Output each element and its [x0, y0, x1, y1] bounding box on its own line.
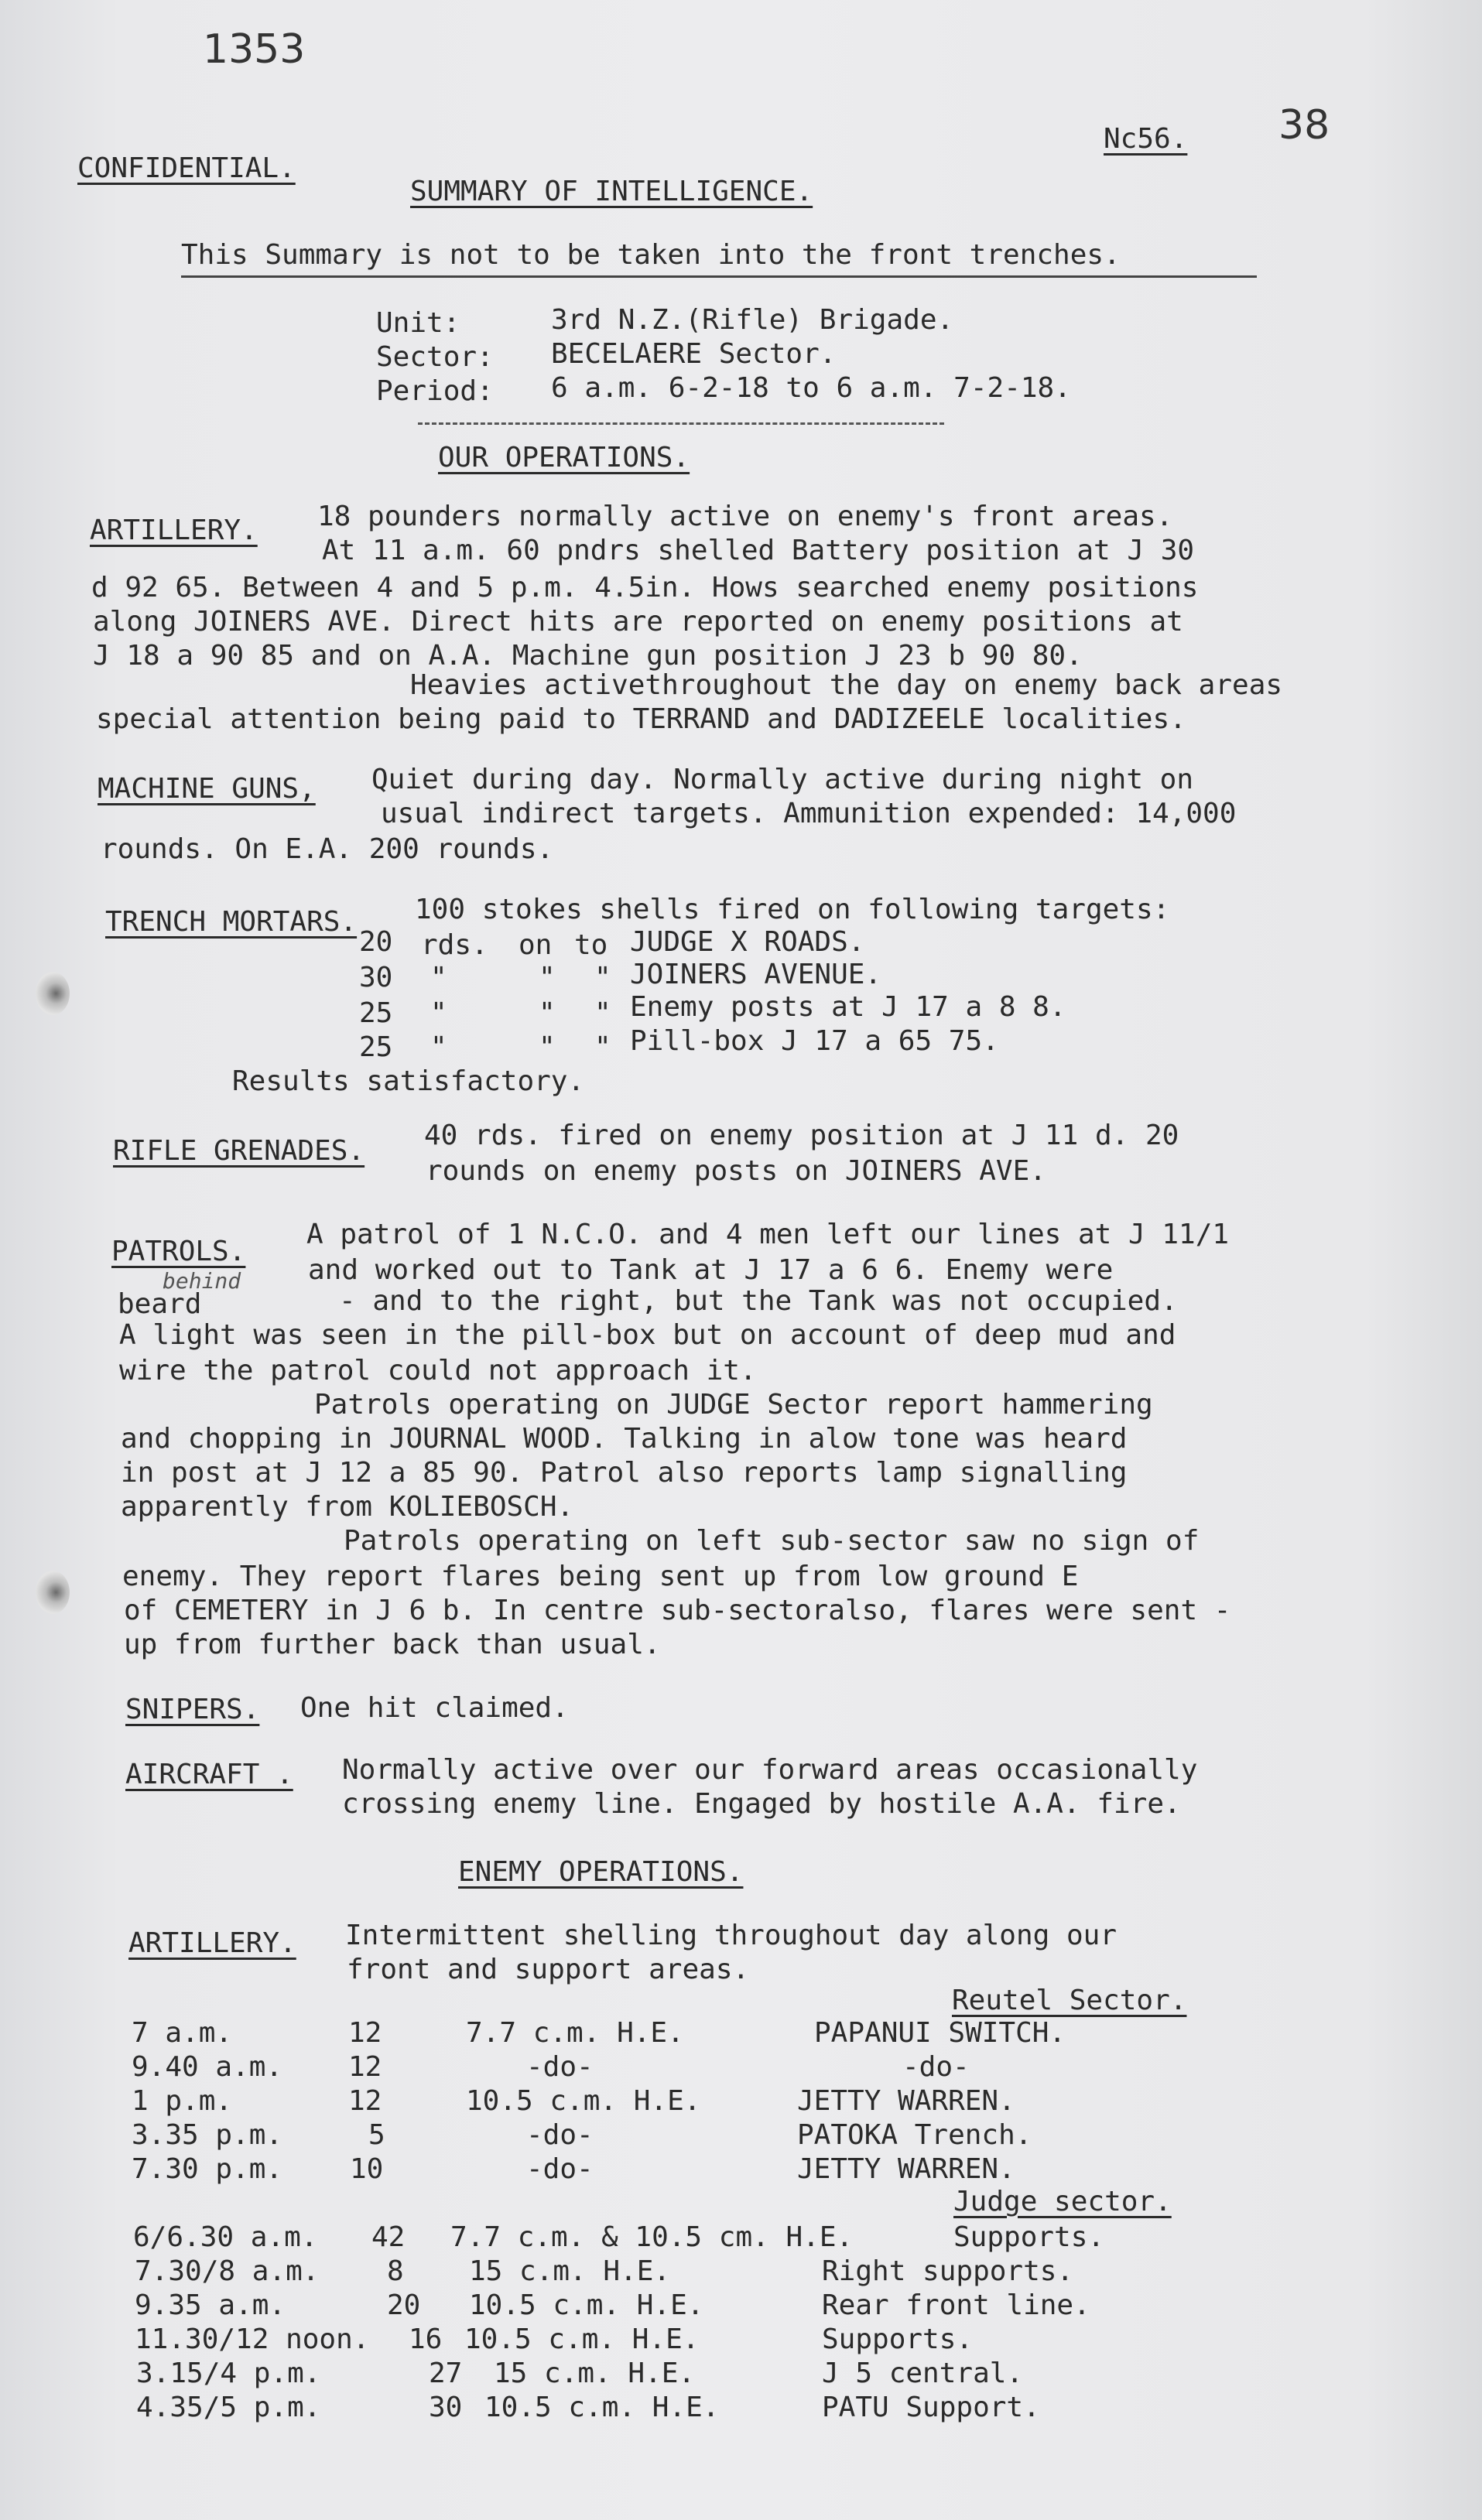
tm-unit: "	[430, 1031, 447, 1063]
judge-target: Rear front line.	[822, 2289, 1090, 2321]
aircraft-line: crossing enemy line. Engaged by hostile A.A. fire.	[342, 1788, 1181, 1820]
judge-time: 7.30/8 a.m.	[135, 2255, 320, 2287]
enemy-artillery-line: front and support areas.	[347, 1954, 750, 1985]
trench-mortars-intro: 100 stokes shells fired on following targets:	[415, 894, 1170, 925]
patrols-margin-word: beard	[118, 1288, 202, 1320]
reutel-sector-heading: Reutel Sector.	[952, 1985, 1187, 2016]
machine-guns-line: rounds. On E.A. 200 rounds.	[101, 833, 554, 865]
reutel-time: 3.35 p.m.	[132, 2119, 283, 2151]
tm-ditto: "	[539, 962, 556, 993]
judge-calibre: 10.5 c.m. H.E.	[484, 2392, 720, 2423]
judge-calibre: 10.5 c.m. H.E.	[464, 2323, 700, 2355]
tm-ditto: "	[594, 1031, 611, 1063]
tm-ditto: on	[519, 929, 553, 961]
artillery-line: d 92 65. Between 4 and 5 p.m. 4.5in. Hows searched enemy positions	[91, 572, 1199, 604]
reutel-calibre: 10.5 c.m. H.E.	[466, 2085, 701, 2117]
trench-mortars-heading: TRENCH MORTARS.	[105, 906, 358, 938]
tm-ditto: "	[594, 997, 611, 1029]
machine-guns-heading: MACHINE GUNS,	[98, 773, 316, 805]
distribution-notice: This Summary is not to be taken into the front trenches.	[181, 239, 1121, 271]
patrols-line: A patrol of 1 N.C.O. and 4 men left our lines at J 11/1	[306, 1219, 1230, 1250]
reference-number: Nc56.	[1104, 123, 1188, 155]
tm-unit: rds.	[421, 929, 488, 961]
document-title: SUMMARY OF INTELLIGENCE.	[410, 176, 813, 207]
reutel-target: -do-	[902, 2051, 970, 2083]
reutel-time: 7.30 p.m.	[132, 2153, 283, 2185]
reutel-count: 10	[350, 2153, 384, 2185]
tm-unit: "	[430, 962, 447, 993]
patrols-line: up from further back than usual.	[124, 1629, 661, 1660]
tm-ditto: to	[574, 929, 608, 961]
rifle-grenades-heading: RIFLE GRENADES.	[113, 1135, 365, 1167]
enemy-operations-heading: ENEMY OPERATIONS.	[458, 1856, 744, 1888]
patrols-line: and worked out to Tank at J 17 a 6 6. Enemy were	[308, 1254, 1114, 1286]
snipers-heading: SNIPERS.	[125, 1694, 260, 1725]
patrols-line: Patrols operating on left sub-sector saw no sign of	[344, 1525, 1200, 1557]
folio-number: 38	[1278, 102, 1330, 149]
tm-target: JOINERS AVENUE.	[630, 959, 882, 990]
aircraft-heading: AIRCRAFT .	[125, 1759, 293, 1790]
judge-calibre: 15 c.m. H.E.	[494, 2358, 696, 2389]
confidential-marking: CONFIDENTIAL.	[77, 152, 296, 184]
judge-time: 11.30/12 noon.	[135, 2323, 370, 2355]
judge-calibre: 10.5 c.m. H.E.	[469, 2289, 704, 2321]
unit-label: Unit:	[376, 307, 460, 339]
notice-underline	[181, 275, 1257, 278]
judge-target: Right supports.	[822, 2255, 1074, 2287]
machine-guns-line: usual indirect targets. Ammunition expended: 14,000	[381, 798, 1237, 829]
artillery-line: At 11 a.m. 60 pndrs shelled Battery position at J 30	[322, 535, 1195, 566]
period-label: Period:	[376, 375, 494, 407]
patrols-heading: PATROLS.	[111, 1236, 246, 1267]
tm-rounds: 20	[359, 926, 393, 958]
judge-time: 3.15/4 p.m.	[136, 2358, 321, 2389]
patrols-line: A light was seen in the pill-box but on account of deep mud and	[119, 1319, 1176, 1351]
judge-calibre: 15 c.m. H.E.	[469, 2255, 671, 2287]
patrols-inserted-word: behind	[163, 1268, 241, 1294]
reutel-time: 7 a.m.	[132, 2017, 233, 2049]
judge-time: 4.35/5 p.m.	[136, 2392, 321, 2423]
reutel-target: PAPANUI SWITCH.	[814, 2017, 1066, 2049]
patrols-line: apparently from KOLIEBOSCH.	[121, 1491, 574, 1523]
patrols-line: of CEMETERY in J 6 b. In centre sub-sectoralso, flares were sent -	[124, 1595, 1231, 1626]
patrols-line: wire the patrol could not approach it.	[119, 1355, 757, 1387]
artillery-line: J 18 a 90 85 and on A.A. Machine gun position J 23 b 90 80.	[93, 640, 1083, 672]
enemy-artillery-heading: ARTILLERY.	[128, 1927, 296, 1959]
judge-count: 8	[387, 2255, 404, 2287]
judge-time: 6/6.30 a.m.	[133, 2221, 318, 2253]
tm-target: Pill-box J 17 a 65 75.	[630, 1025, 999, 1057]
artillery-heading: ARTILLERY.	[90, 515, 258, 546]
archive-page-number: 1353	[203, 26, 306, 73]
artillery-line: Heavies activethroughout the day on enemy back areas	[410, 669, 1283, 701]
patrols-line: and chopping in JOURNAL WOOD. Talking in alow tone was heard	[121, 1423, 1128, 1455]
patrols-line: Patrols operating on JUDGE Sector report hammering	[314, 1389, 1153, 1421]
judge-count: 30	[429, 2392, 463, 2423]
tm-rounds: 25	[359, 1031, 393, 1063]
judge-sector-heading: Judge sector.	[953, 2186, 1172, 2217]
reutel-target: PATOKA Trench.	[797, 2119, 1032, 2151]
reutel-target: JETTY WARREN.	[797, 2153, 1015, 2185]
tm-ditto: "	[594, 962, 611, 993]
patrols-line: - and to the right, but the Tank was not occupied.	[339, 1285, 1178, 1317]
reutel-count: 5	[368, 2119, 385, 2151]
punch-hole-lower	[36, 1571, 70, 1614]
tm-rounds: 25	[359, 997, 393, 1029]
judge-target: Supports.	[953, 2221, 1105, 2253]
period-divider	[418, 422, 944, 425]
snipers-text: One hit claimed.	[300, 1692, 569, 1724]
tm-target: JUDGE X ROADS.	[630, 926, 865, 958]
tm-ditto: "	[539, 997, 556, 1029]
judge-count: 20	[387, 2289, 421, 2321]
reutel-calibre: -do-	[526, 2153, 594, 2185]
judge-count: 27	[429, 2358, 463, 2389]
machine-guns-line: Quiet during day. Normally active during night on	[371, 764, 1194, 795]
sector-label: Sector:	[376, 341, 494, 373]
judge-calibre: 7.7 c.m. & 10.5 cm. H.E.	[450, 2221, 854, 2253]
judge-count: 42	[371, 2221, 406, 2253]
aircraft-line: Normally active over our forward areas occasionally	[342, 1754, 1198, 1786]
judge-time: 9.35 a.m.	[135, 2289, 286, 2321]
reutel-time: 9.40 a.m.	[132, 2051, 283, 2083]
tm-unit: "	[430, 997, 447, 1029]
unit-value: 3rd N.Z.(Rifle) Brigade.	[551, 304, 954, 336]
patrols-line: enemy. They report flares being sent up from low ground E	[122, 1561, 1079, 1592]
reutel-calibre: -do-	[526, 2119, 594, 2151]
period-value: 6 a.m. 6-2-18 to 6 a.m. 7-2-18.	[551, 372, 1071, 404]
trench-mortars-result: Results satisfactory.	[232, 1065, 585, 1097]
judge-count: 16	[409, 2323, 443, 2355]
reutel-target: JETTY WARREN.	[797, 2085, 1015, 2117]
artillery-line: 18 pounders normally active on enemy's front areas.	[317, 501, 1173, 532]
patrols-line: in post at J 12 a 85 90. Patrol also reports lamp signalling	[121, 1457, 1128, 1489]
reutel-calibre: -do-	[526, 2051, 594, 2083]
judge-target: PATU Support.	[822, 2392, 1040, 2423]
reutel-calibre: 7.7 c.m. H.E.	[466, 2017, 684, 2049]
artillery-line: along JOINERS AVE. Direct hits are reported on enemy positions at	[93, 606, 1183, 638]
reutel-count: 12	[348, 2017, 382, 2049]
punch-hole-upper	[36, 972, 70, 1015]
rifle-grenades-line: rounds on enemy posts on JOINERS AVE.	[426, 1155, 1046, 1187]
enemy-artillery-line: Intermittent shelling throughout day along our	[345, 1920, 1117, 1951]
tm-rounds: 30	[359, 962, 393, 993]
rifle-grenades-line: 40 rds. fired on enemy position at J 11 d. 20	[424, 1120, 1179, 1151]
judge-target: J 5 central.	[822, 2358, 1024, 2389]
reutel-time: 1 p.m.	[132, 2085, 233, 2117]
tm-ditto: "	[539, 1031, 556, 1063]
tm-target: Enemy posts at J 17 a 8 8.	[630, 991, 1066, 1023]
our-operations-heading: OUR OPERATIONS.	[438, 442, 690, 474]
artillery-line: special attention being paid to TERRAND and DADIZEELE localities.	[96, 703, 1186, 735]
reutel-count: 12	[348, 2085, 382, 2117]
reutel-count: 12	[348, 2051, 382, 2083]
judge-target: Supports.	[822, 2323, 974, 2355]
sector-value: BECELAERE Sector.	[551, 338, 837, 370]
